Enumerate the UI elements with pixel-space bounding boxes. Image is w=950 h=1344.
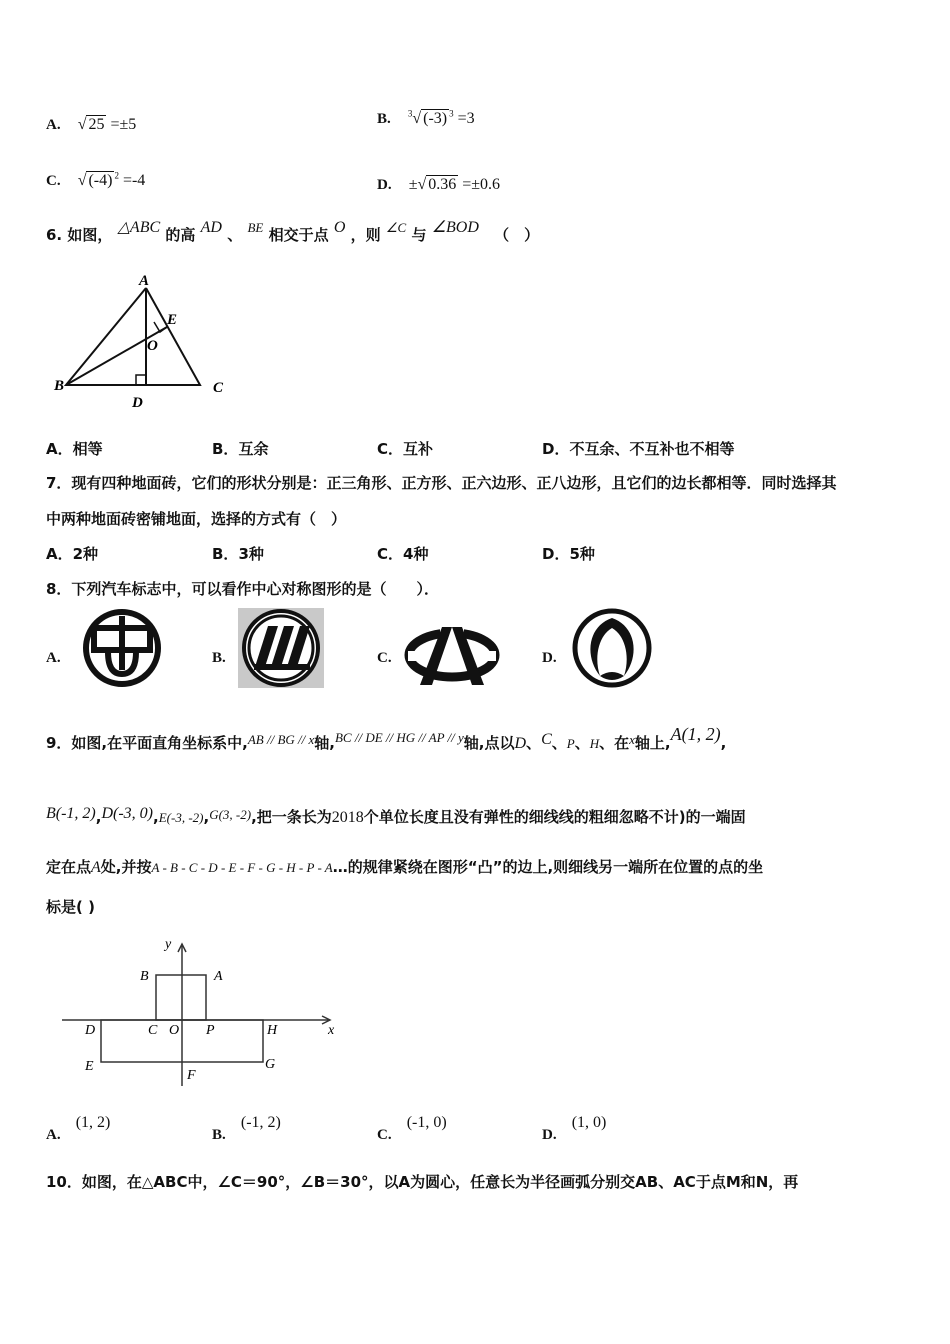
q7-option-b[interactable]: B．3种: [212, 545, 264, 563]
label-f: F: [187, 1068, 196, 1083]
label-x: x: [328, 1023, 335, 1038]
q9-option-a[interactable]: A. (1, 2): [46, 1114, 111, 1143]
label-o: O: [169, 1023, 180, 1038]
q6-option-c[interactable]: C．互补: [377, 440, 434, 458]
q7-option-a[interactable]: A．2种: [46, 545, 99, 563]
q9-option-c[interactable]: C. (-1, 0): [377, 1114, 447, 1143]
option-label: C.: [46, 173, 61, 189]
label-d: D: [132, 395, 143, 411]
q9-option-b[interactable]: B. (-1, 2): [212, 1114, 281, 1143]
label-e: E: [85, 1059, 94, 1074]
triangle-abc: [66, 288, 200, 385]
radical-expression: √ 25 =±5: [77, 116, 137, 133]
label-b: B: [54, 378, 65, 394]
label-p: P: [206, 1023, 215, 1038]
label-d: D: [85, 1023, 96, 1038]
q7-option-c[interactable]: C．4种: [377, 545, 429, 563]
label-b: B: [140, 969, 149, 984]
q6-option-a[interactable]: A．相等: [46, 440, 103, 458]
label-e: E: [167, 312, 178, 328]
question-9-line-3: 定在点A处,并按A - B - C - D - E - F - G - H - P - A…的规律紧绕在图形“凸”的边上,则细线另一端所在位置的点的坐: [46, 858, 764, 876]
label-h: H: [267, 1023, 278, 1038]
q9-option-d[interactable]: D. (1, 0): [542, 1114, 607, 1143]
q6-option-d[interactable]: D．不互余、不互补也不相等: [542, 440, 735, 458]
radical-expression: √ (-4) $^2$ =-4: [77, 170, 146, 189]
label-y: y: [165, 937, 172, 952]
right-angle-d: [136, 375, 146, 385]
question-9-line-2: B(-1, 2),D(-3, 0),E(-3, -2),G(3, -2),把一条长为2018个单位长度且没有弹性的细线线的粗细忽略不计)的一端固: [46, 805, 746, 826]
convex-shape-figure: [58, 930, 348, 1090]
option-label: B.: [377, 111, 391, 127]
q7-option-d[interactable]: D．5种: [542, 545, 595, 563]
option-c-q5[interactable]: [46, 170, 145, 190]
q8-option-c-label[interactable]: C.: [377, 650, 392, 666]
question-9-line-4: 标是( ): [46, 898, 95, 916]
label-g: G: [265, 1057, 276, 1072]
question-7-line-1: 7．现有四种地面砖，它们的形状分别是：正三角形、正方形、正六边形、正八边形，且它们的边长都相等．同时选择其: [46, 474, 837, 492]
logo-b[interactable]: [238, 608, 324, 688]
q8-option-a-label[interactable]: A.: [46, 650, 61, 666]
q8-option-d-label[interactable]: D.: [542, 650, 557, 666]
radical-expression: ±√ 0.36 =±0.6: [408, 176, 501, 193]
option-b-q5[interactable]: [377, 108, 475, 128]
q8-option-b-label[interactable]: B.: [212, 650, 226, 666]
altitude-be: [66, 327, 167, 385]
logo-d[interactable]: [570, 606, 654, 690]
logo-c[interactable]: [404, 625, 500, 687]
radical-expression: $^3$√ (-3) $^3$ =3: [407, 108, 475, 127]
question-8-stem: 8．下列汽车标志中，可以看作中心对称图形的是（ ）．: [46, 580, 439, 598]
label-c: C: [213, 380, 224, 396]
question-10-stem: 10．如图，在△ABC中，∠C＝90°，∠B＝30°，以A为圆心，任意长为半径画弧分别交AB、AC于点M和N，再: [46, 1173, 799, 1191]
question-9-line-1: 9．如图,在平面直角坐标系中,AB // BG // x轴,BC // DE // HG // AP // y轴,点以D、C、P、H、在x轴上,A(1, 2),: [46, 724, 727, 752]
option-label: D.: [377, 177, 392, 193]
label-o: O: [147, 338, 158, 354]
question-7-line-2: 中两种地面砖密铺地面，选择的方式有（ ）: [46, 510, 347, 528]
label-a: A: [139, 273, 150, 289]
q6-option-b[interactable]: B．互余: [212, 440, 269, 458]
label-a: A: [214, 969, 223, 984]
logo-a[interactable]: [78, 608, 166, 688]
option-label: A.: [46, 117, 61, 133]
question-6-stem: 6. 如图， △ABC 的高 AD 、 BE 相交于点 O ，则 ∠C 与 ∠BOD （ ）: [46, 219, 540, 244]
upper-rectangle: [156, 975, 206, 1020]
label-c: C: [148, 1023, 158, 1038]
triangle-figure: [50, 272, 240, 412]
option-a-q5[interactable]: [46, 114, 136, 134]
option-d-q5[interactable]: [377, 174, 500, 194]
